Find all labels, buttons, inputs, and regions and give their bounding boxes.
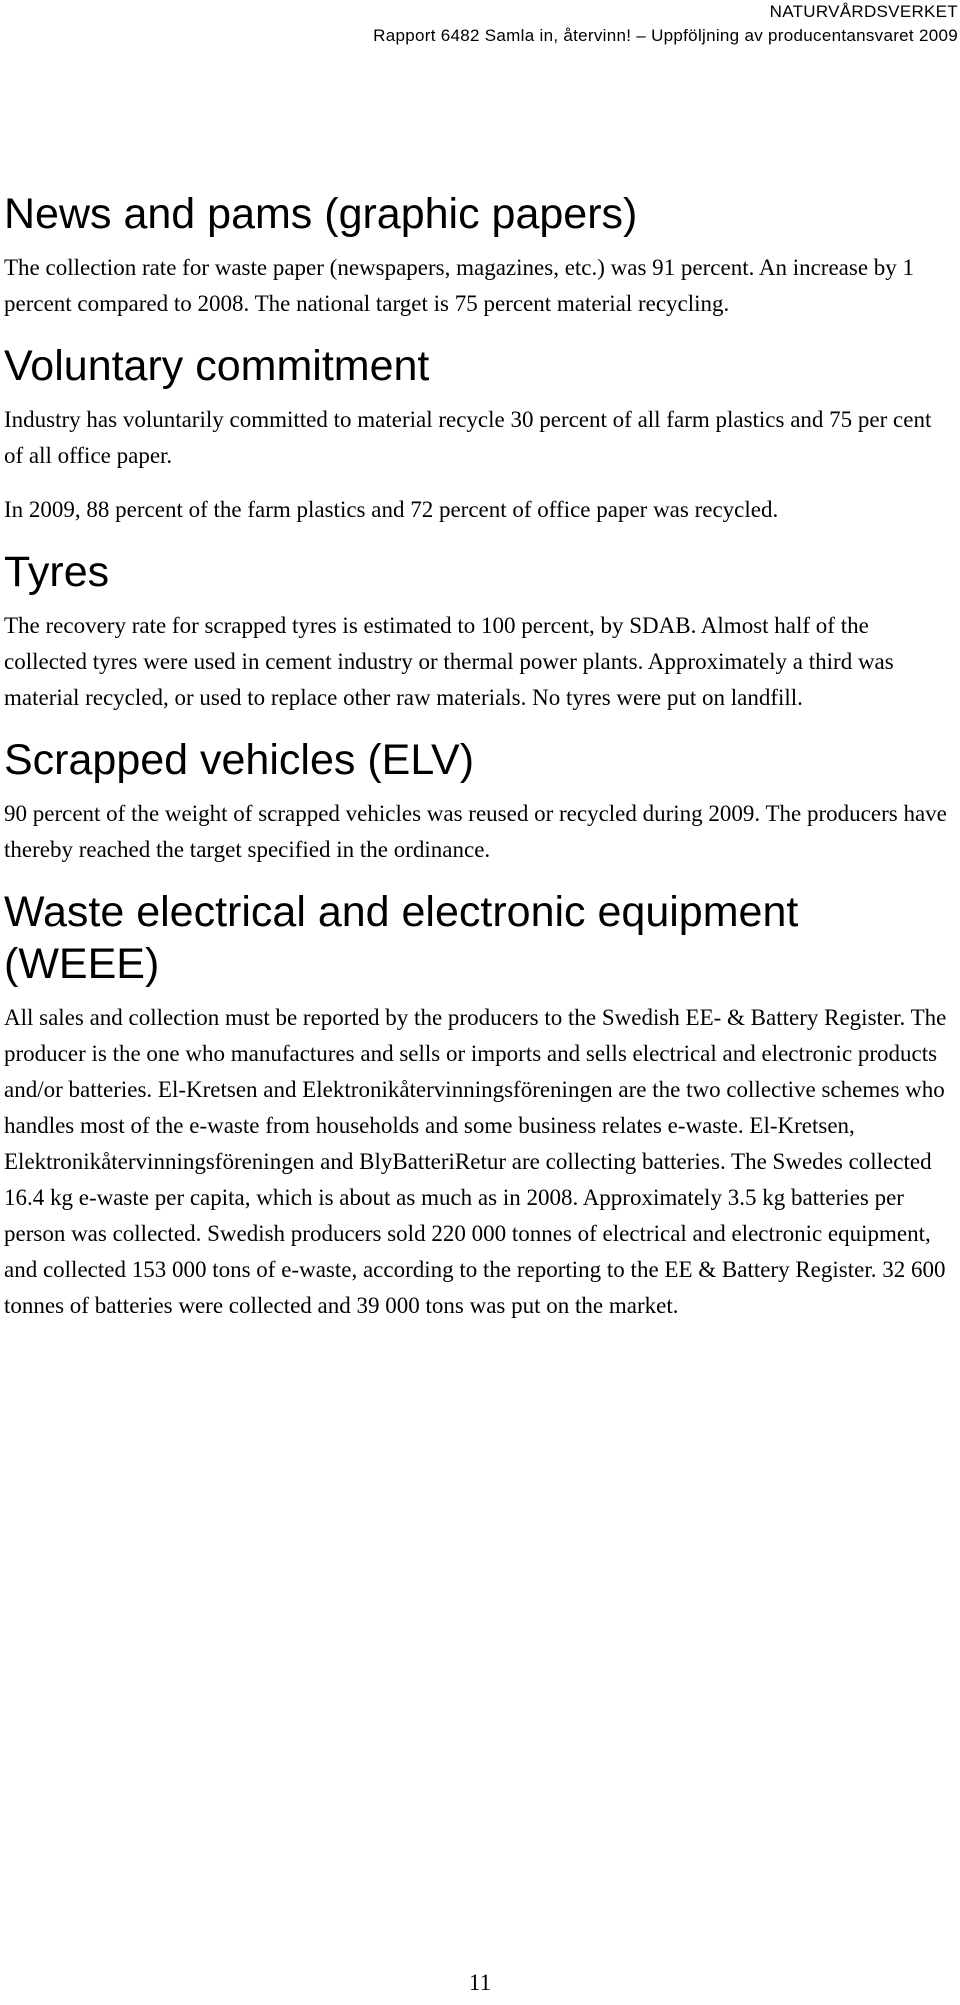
- section-paragraph: In 2009, 88 percent of the farm plastics and 72 percent of office paper was recycled.: [4, 497, 779, 522]
- page-number: 11: [468, 1970, 492, 1995]
- section-tyres: [4, 546, 954, 716]
- section-heading: News and pams (graphic papers): [4, 190, 638, 238]
- section-heading: Scrapped vehicles (ELV): [4, 736, 475, 784]
- section-voluntary-commitment: [4, 340, 954, 528]
- section-scrapped-vehicles: [4, 734, 954, 868]
- section-heading: Waste electrical and electronic equipment (WEEE): [4, 888, 799, 988]
- header-org: NATURVÅRDSVERKET: [769, 2, 958, 21]
- section-graphic-papers: [4, 188, 954, 322]
- section-paragraph: The recovery rate for scrapped tyres is estimated to 100 percent, by SDAB. Almost half of the collected tyres were used in cement industry or thermal power plants. Approximately a third was material recycled, or used to replace other raw materials. No tyres were put on landfill.: [4, 613, 894, 710]
- section-paragraph: Industry has voluntarily committed to material recycle 30 percent of all farm plastics and 75 per cent of all office paper.: [4, 407, 932, 468]
- section-heading: Voluntary commitment: [4, 342, 430, 390]
- section-weee: [4, 886, 954, 1324]
- section-paragraph: 90 percent of the weight of scrapped vehicles was reused or recycled during 2009. The producers have thereby reached the target specified in the ordinance.: [4, 801, 947, 862]
- header-report-title: Rapport 6482 Samla in, återvinn! – Uppföljning av producentansvaret 2009: [373, 26, 958, 45]
- section-paragraph: The collection rate for waste paper (newspapers, magazines, etc.) was 91 percent. An increase by 1 percent compared to 2008. The national target is 75 percent material recycling.: [4, 255, 915, 316]
- section-heading: Tyres: [4, 548, 110, 596]
- section-paragraph: All sales and collection must be reported by the producers to the Swedish EE- & Battery Register. The producer is the one who manufactures and sells or imports and sells electrical and electronic products and/or batteries. El-Kretsen and Elektronikåtervinningsföreningen are the two collective schemes who handles most of the e-waste from households and some business relates e-waste. El-Kretsen, Elektronikåtervinningsföreningen and BlyBatteriRetur are collecting batteries. The Swedes collected 16.4 kg e-waste per capita, which is about as much as in 2008. Approximately 3.5 kg batteries per person was collected. Swedish producers sold 220 000 tonnes of electrical and electronic equipment, and collected 153 000 tons of e-waste, according to the reporting to the EE & Battery Register. 32 600 tonnes of batteries were collected and 39 000 tons was put on the market.: [4, 1005, 947, 1318]
- page-header: [58, 0, 958, 48]
- document-body: [4, 188, 954, 1342]
